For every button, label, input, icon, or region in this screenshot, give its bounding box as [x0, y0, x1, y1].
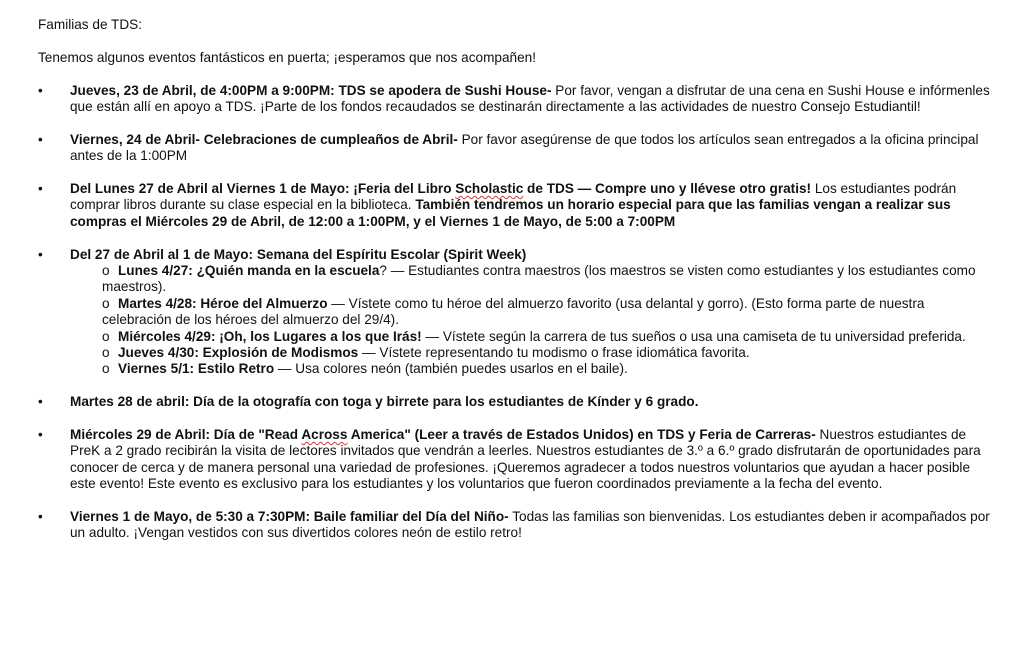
bullet: •: [38, 131, 43, 147]
greeting: Familias de TDS:: [38, 17, 142, 32]
bullet: •: [38, 246, 43, 262]
event-heading: Martes 28 de abril: Día de la otografía con toga y birrete para los estudiantes de Kínder y 6 grado.: [70, 394, 699, 410]
list-item: [38, 394, 992, 410]
list-item: [38, 132, 992, 165]
event-description: Por favor, vengan a disfrutar de una cena en Sushi House e infórmenles que están allí en apoyo a TDS. ¡Parte de los fondos recaudados se destinarán directamente a las actividades de nuestro Consejo Estudiantil!: [70, 82, 990, 114]
bullet: •: [38, 82, 43, 98]
sub-bullet: o: [102, 295, 110, 311]
sub-bullet: o: [102, 345, 110, 361]
sub-bullet: o: [102, 263, 110, 279]
spellcheck-word: Scholastic: [455, 181, 524, 196]
list-item: [38, 427, 992, 493]
sub-list-item: [70, 345, 992, 361]
event-heading: Miércoles 29 de Abril: Día de "Read: [70, 427, 302, 443]
day-description: — Vístete según la carrera de tus sueños o usa una camiseta de tu universidad preferida.: [421, 328, 966, 344]
sub-list-item: [70, 296, 992, 329]
list-item: [38, 83, 992, 116]
list-item: [38, 181, 992, 230]
list-item: [38, 509, 992, 542]
bullet: •: [38, 394, 43, 410]
day-theme: Viernes 5/1: Estilo Retro: [118, 361, 275, 377]
day-theme: Lunes 4/27: ¿Quién manda en la escuela: [118, 263, 380, 279]
sub-bullet: o: [102, 328, 110, 344]
event-list: [38, 83, 992, 542]
event-description: Nuestros estudiantes de PreK a 2 grado recibirán la visita de lectores invitados que vendrán a leerles. Nuestros estudiantes de 3.º a 6.º grado disfrutarán de oportunidades para conocer de cerca y de manera personal una variedad de profesiones. ¡Queremos agradecer a todos nuestros voluntarios que ayudan a hacer posible este evento! Este evento es exclusivo para los estudiantes y los voluntarios que fueron coordinados previamente a la fecha del evento.: [70, 427, 981, 492]
event-description: Todas las familias son bienvenidas. Los estudiantes deben ir acompañados por un adulto. ¡Vengan vestidos con sus divertidos colores neón de estilo retro!: [70, 509, 990, 541]
event-heading-cont: de TDS — Compre uno y llévese otro gratis!: [523, 181, 812, 196]
intro-text: Tenemos algunos eventos fantásticos en puerta; ¡esperamos que nos acompañen!: [38, 49, 536, 65]
event-schedule: También tendremos un horario especial para que las familias vengan a realizar sus compras el Miércoles 29 de Abril, de 12:00 a 1:00PM, y el Viernes 1 de Mayo, de 5:00 a 7:00PM: [70, 197, 951, 229]
event-heading-cont: America" (Leer a través de Estados Unidos) en TDS y Feria de Carreras-: [347, 427, 816, 443]
event-heading: Jueves, 23 de Abril, de 4:00PM a 9:00PM: TDS se apodera de Sushi House-: [70, 82, 552, 98]
sub-bullet: o: [102, 361, 110, 377]
event-description: Por favor asegúrense de que todos los artículos sean entregados a la oficina principal antes de la 1:00PM: [70, 131, 979, 164]
day-description: ? — Estudiantes contra maestros (los maestros se visten como estudiantes y los estudiantes como maestros).: [102, 263, 976, 295]
bullet: •: [38, 181, 43, 196]
event-heading: Viernes 1 de Mayo, de 5:30 a 7:30PM: Baile familiar del Día del Niño-: [70, 509, 509, 525]
spellcheck-word: Across: [301, 427, 348, 443]
spirit-week-list: [70, 263, 992, 378]
event-heading: Viernes, 24 de Abril- Celebraciones de cumpleaños de Abril-: [70, 131, 458, 147]
sub-list-item: [70, 361, 992, 377]
day-theme: Miércoles 4/29: ¡Oh, los Lugares a los que Irás!: [118, 328, 422, 344]
day-description: — Vístete como tu héroe del almuerzo favorito (usa delantal y gorro). (Esto forma parte de nuestra celebración de los héroes del almuerzo del 29/4).: [102, 295, 925, 328]
event-heading: Del 27 de Abril al 1 de Mayo: Semana del Espíritu Escolar (Spirit Week): [70, 246, 527, 262]
event-description: Los estudiantes podrán comprar libros durante su clase especial en la biblioteca.: [70, 181, 957, 213]
sub-list-item: [70, 263, 992, 296]
bullet: •: [38, 509, 43, 525]
bullet: •: [38, 427, 43, 443]
list-item: [38, 247, 992, 378]
event-heading: Del Lunes 27 de Abril al Viernes 1 de Mayo: ¡Feria del Libro: [70, 181, 456, 196]
day-description: — Usa colores neón (también puedes usarlos en el baile).: [274, 361, 628, 377]
day-theme: Jueves 4/30: Explosión de Modismos: [118, 345, 359, 361]
sub-list-item: [70, 329, 992, 345]
day-description: — Vístete representando tu modismo o frase idiomática favorita.: [358, 345, 750, 361]
day-theme: Martes 4/28: Héroe del Almuerzo: [118, 295, 328, 311]
